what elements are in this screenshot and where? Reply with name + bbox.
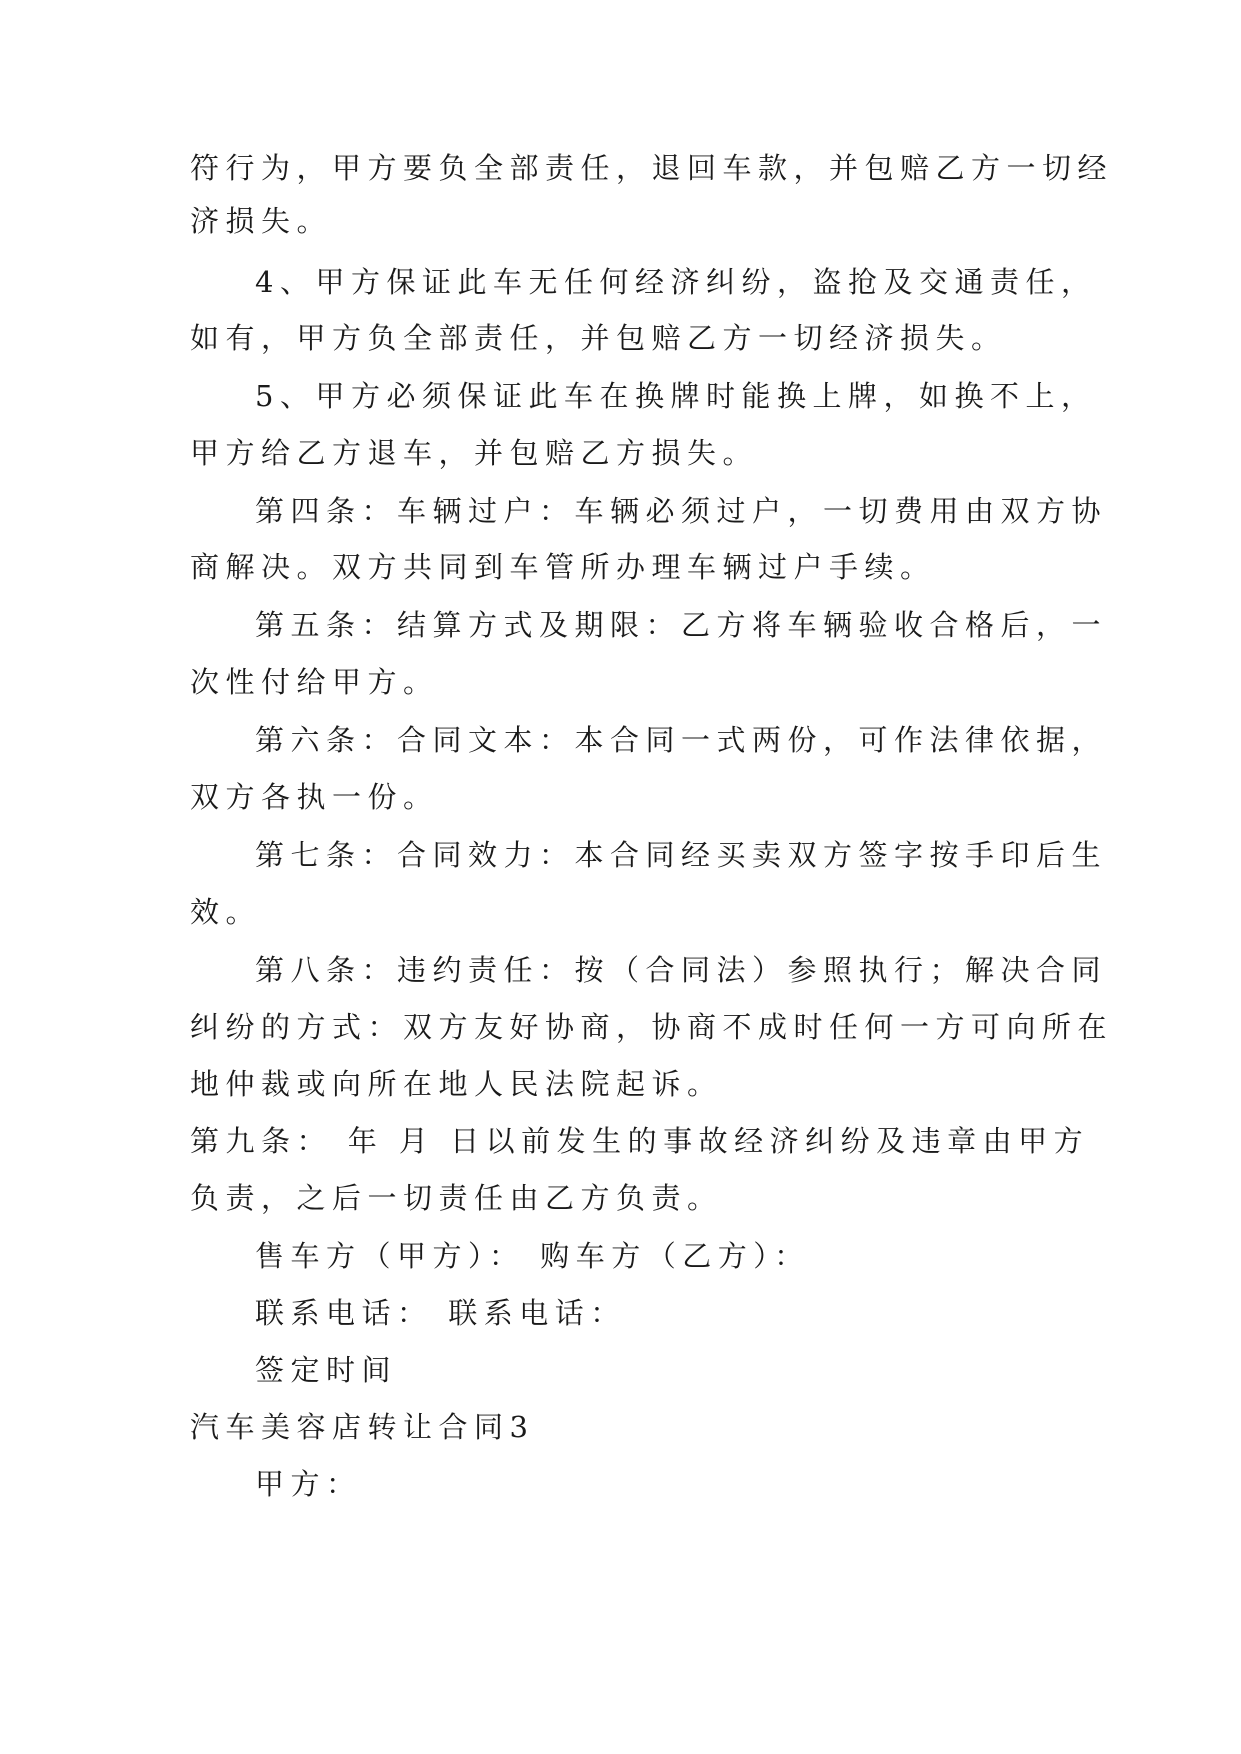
contract-title: 汽车美容店转让合同3 — [190, 1410, 535, 1444]
paragraph-line: 效。 — [190, 895, 262, 929]
signing-date-line: 签定时间 — [255, 1353, 398, 1387]
paragraph-line: 地仲裁或向所在地人民法院起诉。 — [190, 1067, 723, 1101]
signature-parties-line: 售车方（甲方）： 购车方（乙方）： — [255, 1239, 810, 1273]
article-9-line: 第九条： 年 月 日以前发生的事故经济纠纷及违章由甲方 — [190, 1124, 1090, 1158]
paragraph-line: 次性付给甲方。 — [190, 665, 439, 699]
paragraph-line: 符行为，甲方要负全部责任，退回车款，并包赔乙方一切经 — [190, 151, 1114, 185]
paragraph-line: 负责，之后一切责任由乙方负责。 — [190, 1181, 723, 1215]
paragraph-line: 商解决。双方共同到车管所办理车辆过户手续。 — [190, 550, 936, 584]
contact-phone-line: 联系电话： 联系电话： — [255, 1296, 626, 1330]
paragraph-line: 济损失。 — [190, 204, 333, 238]
clause-5-line: 5、甲方必须保证此车在换牌时能换上牌，如换不上， — [255, 379, 1097, 413]
article-6-line: 第六条：合同文本：本合同一式两份，可作法律依据， — [255, 723, 1108, 757]
article-7-line: 第七条：合同效力：本合同经买卖双方签字按手印后生 — [255, 838, 1108, 872]
article-5-line: 第五条：结算方式及期限：乙方将车辆验收合格后，一 — [255, 608, 1108, 642]
clause-4-line: 4、甲方保证此车无任何经济纠纷，盗抢及交通责任， — [255, 265, 1097, 299]
paragraph-line: 双方各执一份。 — [190, 780, 439, 814]
paragraph-line: 纠纷的方式：双方友好协商，协商不成时任何一方可向所在 — [190, 1010, 1114, 1044]
party-a-line: 甲方： — [255, 1467, 362, 1501]
paragraph-line: 甲方给乙方退车，并包赔乙方损失。 — [190, 436, 759, 470]
article-4-line: 第四条：车辆过户：车辆必须过户，一切费用由双方协 — [255, 494, 1108, 528]
article-8-line: 第八条：违约责任：按（合同法）参照执行；解决合同 — [255, 953, 1108, 987]
paragraph-line: 如有，甲方负全部责任，并包赔乙方一切经济损失。 — [190, 321, 1007, 355]
